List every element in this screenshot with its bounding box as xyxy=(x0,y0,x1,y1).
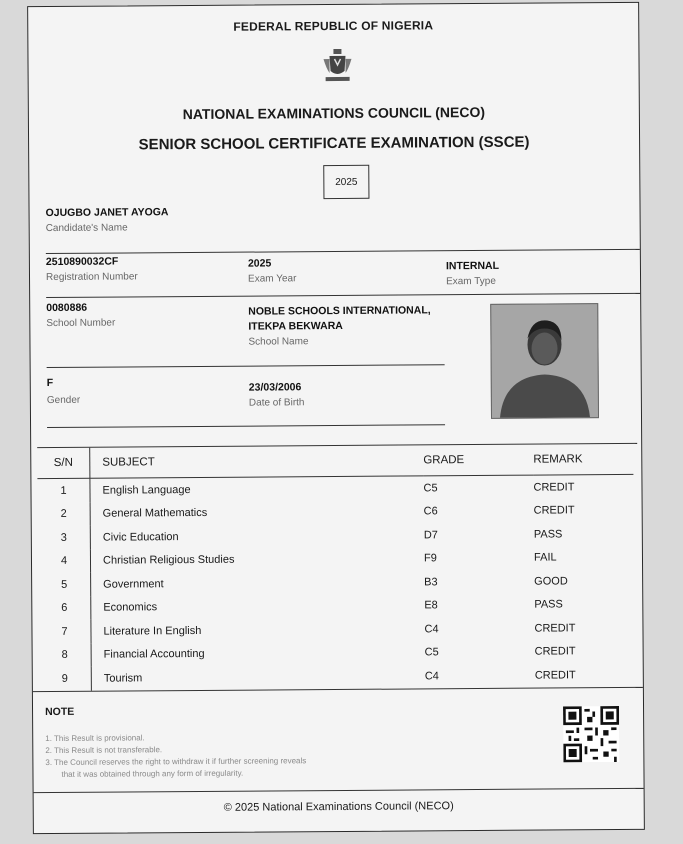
note-item: 1. This Result is provisional. xyxy=(45,733,145,744)
row-subject: Civic Education xyxy=(102,530,179,544)
header-remark: REMARK xyxy=(533,444,633,475)
divider xyxy=(46,249,640,254)
row-remark: CREDIT xyxy=(533,504,575,517)
row-subject: Christian Religious Studies xyxy=(102,553,235,567)
divider xyxy=(47,424,445,428)
row-subject: Literature In English xyxy=(103,624,202,638)
row-grade: E8 xyxy=(424,599,438,612)
header-sn: S/N xyxy=(37,448,90,479)
row-remark: PASS xyxy=(533,528,563,541)
row-remark: CREDIT xyxy=(534,669,576,682)
gender: F xyxy=(46,376,54,390)
divider xyxy=(47,364,445,368)
row-sn: 1 xyxy=(37,478,90,502)
school-name-line2: ITEKPA BEKWARA xyxy=(248,319,343,333)
row-sn: 7 xyxy=(38,620,91,644)
note-item: that it was obtained through any form of irregularity. xyxy=(61,768,244,779)
school-number: 0080886 xyxy=(46,301,88,315)
note-section xyxy=(33,687,644,793)
row-subject: General Mathematics xyxy=(102,507,208,520)
date-of-birth: 23/03/2006 xyxy=(248,381,302,394)
note-title: NOTE xyxy=(45,705,75,719)
row-grade: C5 xyxy=(424,646,439,659)
row-sn: 5 xyxy=(38,573,91,597)
footer-copyright: © 2025 National Examinations Council (NECO) xyxy=(223,800,454,814)
exam-year: 2025 xyxy=(247,257,272,270)
table-row xyxy=(39,663,635,691)
row-grade: F9 xyxy=(423,552,437,565)
note-item: 2. This Result is not transferable. xyxy=(45,745,163,756)
coat-of-arms-icon xyxy=(320,47,354,85)
council-heading: NATIONAL EXAMINATIONS COUNCIL (NECO) xyxy=(182,103,486,123)
row-sn: 2 xyxy=(38,502,91,526)
divider xyxy=(46,293,640,298)
table-header-row xyxy=(37,444,633,479)
row-subject: English Language xyxy=(102,483,191,497)
row-sn: 3 xyxy=(38,526,91,550)
dob-label: Date of Birth xyxy=(248,397,305,409)
candidate-name: OJUGBO JANET AYOGA xyxy=(45,206,169,220)
row-sn: 4 xyxy=(38,549,91,573)
row-subject: Government xyxy=(103,577,164,591)
row-sn: 6 xyxy=(38,596,91,620)
results-table xyxy=(37,444,635,691)
exam-heading: SENIOR SCHOOL CERTIFICATE EXAMINATION (SSCE) xyxy=(138,133,530,154)
header-grade: GRADE xyxy=(423,445,533,476)
row-subject: Economics xyxy=(103,601,158,614)
row-remark: CREDIT xyxy=(534,622,576,635)
exam-type: INTERNAL xyxy=(445,259,500,273)
registration-number: 2510890032CF xyxy=(45,255,119,269)
row-grade: C4 xyxy=(424,623,439,636)
row-remark: PASS xyxy=(534,598,563,611)
exam-year-label: Exam Year xyxy=(247,273,297,285)
gender-label: Gender xyxy=(46,394,81,407)
row-grade: C4 xyxy=(424,670,439,683)
school-number-label: School Number xyxy=(46,317,116,330)
row-subject: Tourism xyxy=(103,672,143,685)
registration-label: Registration Number xyxy=(45,271,138,284)
result-sheet xyxy=(27,2,645,834)
country-heading: FEDERAL REPUBLIC OF NIGERIA xyxy=(233,18,434,34)
row-remark: CREDIT xyxy=(533,481,575,494)
row-subject: Financial Accounting xyxy=(103,648,205,661)
header-subject: SUBJECT xyxy=(90,445,424,478)
qr-code-icon xyxy=(563,706,619,762)
row-grade: D7 xyxy=(423,529,438,542)
row-grade: C5 xyxy=(423,482,438,495)
candidate-photo xyxy=(490,303,599,419)
school-name-label: School Name xyxy=(248,336,309,348)
row-grade: C6 xyxy=(423,505,438,518)
row-sn: 8 xyxy=(39,643,92,667)
row-remark: CREDIT xyxy=(534,645,576,658)
year-box: 2025 xyxy=(323,165,369,199)
row-sn: 9 xyxy=(39,667,92,691)
row-remark: FAIL xyxy=(533,551,557,564)
note-item: 3. The Council reserves the right to withdraw it if further screening reveals xyxy=(45,756,307,768)
school-name-line1: NOBLE SCHOOLS INTERNATIONAL, xyxy=(248,304,431,318)
row-remark: GOOD xyxy=(534,575,568,588)
candidate-name-label: Candidate's Name xyxy=(45,222,128,235)
row-grade: B3 xyxy=(424,576,438,589)
exam-type-label: Exam Type xyxy=(446,275,496,288)
